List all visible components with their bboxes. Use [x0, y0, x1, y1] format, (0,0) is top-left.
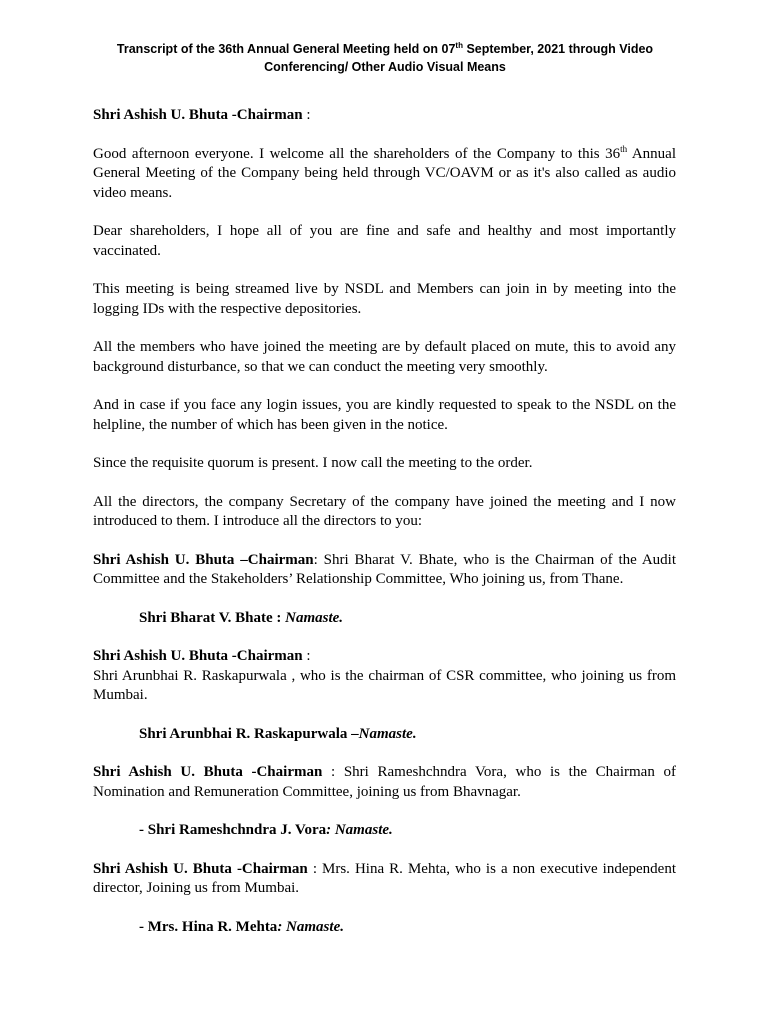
response-bhate: [93, 609, 676, 629]
response-text: Namaste.: [358, 725, 417, 742]
paragraph-text: Shri Arunbhai R. Raskapurwala , who is the chairman of CSR committee, who joining us from Mumbai.: [93, 667, 676, 703]
paragraph-intro-bhate: [93, 551, 676, 590]
paragraph-welcome: [93, 145, 676, 204]
paragraph-text: Annual General Meeting of the Company being held through VC/OAVM or as it's also called as audio video means.: [93, 145, 676, 201]
speaker-name: - Mrs. Hina R. Mehta: [139, 918, 278, 935]
response-mehta: [93, 918, 676, 938]
paragraph-mute: All the members who have joined the meeting are by default placed on mute, this to avoid any background disturbance, so that we can conduct the meeting very smoothly.: [93, 339, 676, 375]
paragraph-text: : Mrs. Hina R. Mehta, who is a non executive independent director, Joining us from Mumbai.: [93, 860, 676, 896]
title-line-2: Conferencing/ Other Audio Visual Means: [264, 60, 506, 74]
separator: :: [302, 648, 311, 664]
speaker-name: Shri Ashish U. Bhuta –Chairman: [93, 551, 314, 568]
paragraph-streaming: This meeting is being streamed live by NSDL and Members can join in by meeting into the logging IDs with the respective depositories.: [93, 281, 676, 317]
paragraph-directors: All the directors, the company Secretary of the company have joined the meeting and I now introduced to them. I introduce all the directors to you:: [93, 493, 676, 529]
response-text: : Namaste.: [326, 822, 393, 838]
speaker-line: [93, 106, 676, 126]
title-text: Transcript of the 36th Annual General Meeting held on 07: [116, 42, 456, 56]
document-title: [90, 40, 680, 76]
response-raskapurwala: [93, 725, 676, 745]
paragraph-greeting: Dear shareholders, I hope all of you are fine and safe and healthy and most importantly vaccinated.: [93, 223, 676, 259]
separator: :: [302, 107, 311, 123]
paragraph-intro-mehta: [93, 860, 676, 899]
paragraph-intro-vora: [93, 763, 676, 802]
paragraph-intro-raskapurwala: [93, 647, 676, 706]
paragraph-login: And in case if you face any login issues, you are kindly requested to speak to the NSDL on the helpline, the number of which has been given in the notice.: [93, 397, 676, 433]
speaker-name: Shri Ashish U. Bhuta -Chairman: [93, 107, 303, 123]
speaker-name: Shri Ashish U. Bhuta -Chairman: [93, 764, 323, 780]
title-superscript: th: [455, 40, 463, 50]
paragraph-text: Good afternoon everyone. I welcome all the shareholders of the Company to this 36: [93, 145, 621, 162]
superscript: th: [620, 143, 628, 154]
response-text: : Namaste.: [277, 918, 344, 935]
response-vora: [93, 821, 676, 841]
speaker-name: Shri Bharat V. Bhate :: [139, 609, 286, 626]
speaker-name: Shri Arunbhai R. Raskapurwala –: [139, 725, 359, 742]
title-text-cont: September, 2021 through Video: [462, 42, 654, 56]
paragraph-quorum: Since the requisite quorum is present. I now call the meeting to the order.: [93, 455, 533, 471]
transcript-body: [93, 106, 676, 956]
paragraph-text: : Shri Bharat V. Bhate, who is the Chairman of the Audit Committee and the Stakeholders’ Relationship Committee, Who joining us, from Thane.: [93, 551, 676, 587]
paragraph-text: : Shri Rameshchndra Vora, who is the Chairman of Nomination and Remuneration Committee, joining us from Bhavnagar.: [93, 764, 676, 800]
speaker-name: Shri Ashish U. Bhuta -Chairman: [93, 648, 303, 664]
speaker-name: - Shri Rameshchndra J. Vora: [139, 822, 327, 838]
response-text: Namaste.: [285, 609, 344, 626]
speaker-name: Shri Ashish U. Bhuta -Chairman: [93, 860, 308, 877]
